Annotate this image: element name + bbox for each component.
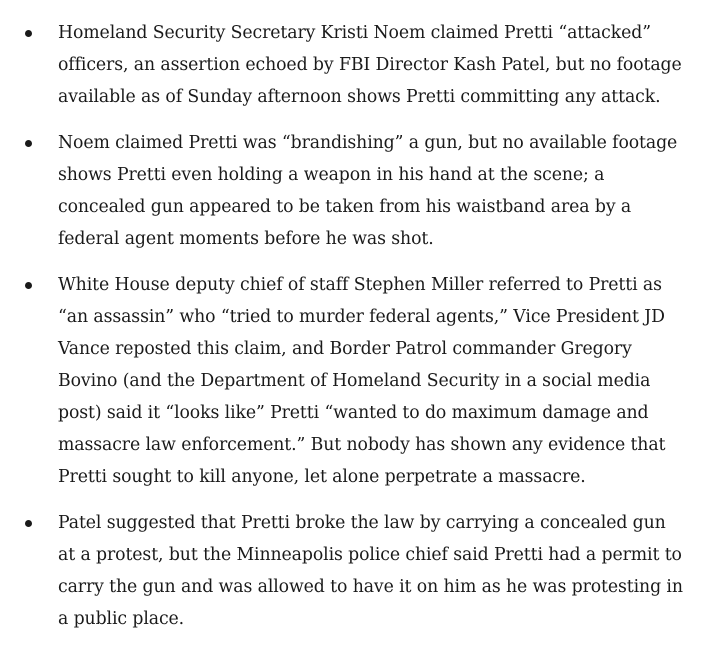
- bullet-text: Patel suggested that Pretti broke the law by carrying a concealed gun at a protest, but the Minneapolis police chief said Pretti had a permit to carry the gun and was allowed to have it on him as he was protesting in a public place.: [58, 513, 683, 629]
- bullet-text: Homeland Security Secretary Kristi Noem claimed Pretti “attacked” officers, an assertion echoed by FBI Director Kash Patel, but no footage available as of Sunday afternoon shows Pretti committing any attack.: [58, 23, 682, 107]
- list-item: [0, 127, 726, 255]
- bullet-icon: [25, 520, 32, 527]
- bullet-icon: [25, 30, 32, 37]
- bullet-icon: [25, 140, 32, 147]
- claims-bullet-list: [0, 17, 726, 635]
- list-item: [0, 269, 726, 493]
- list-item: [0, 507, 726, 635]
- bullet-text: White House deputy chief of staff Stephen Miller referred to Pretti as “an assassin” who “tried to murder federal agents,” Vice President JD Vance reposted this claim, and Border Patrol commander Gregory Bovino (and the Department of Homeland Security in a social media post) said it “looks like” Pretti “wanted to do maximum damage and massacre law enforcement.” But nobody has shown any evidence that Pretti sought to kill anyone, let alone perpetrate a massacre.: [58, 275, 666, 487]
- bullet-text: Noem claimed Pretti was “brandishing” a gun, but no available footage shows Pretti even holding a weapon in his hand at the scene; a concealed gun appeared to be taken from his waistband area by a federal agent moments before he was shot.: [58, 133, 678, 249]
- bullet-icon: [25, 282, 32, 289]
- list-item: [0, 17, 726, 113]
